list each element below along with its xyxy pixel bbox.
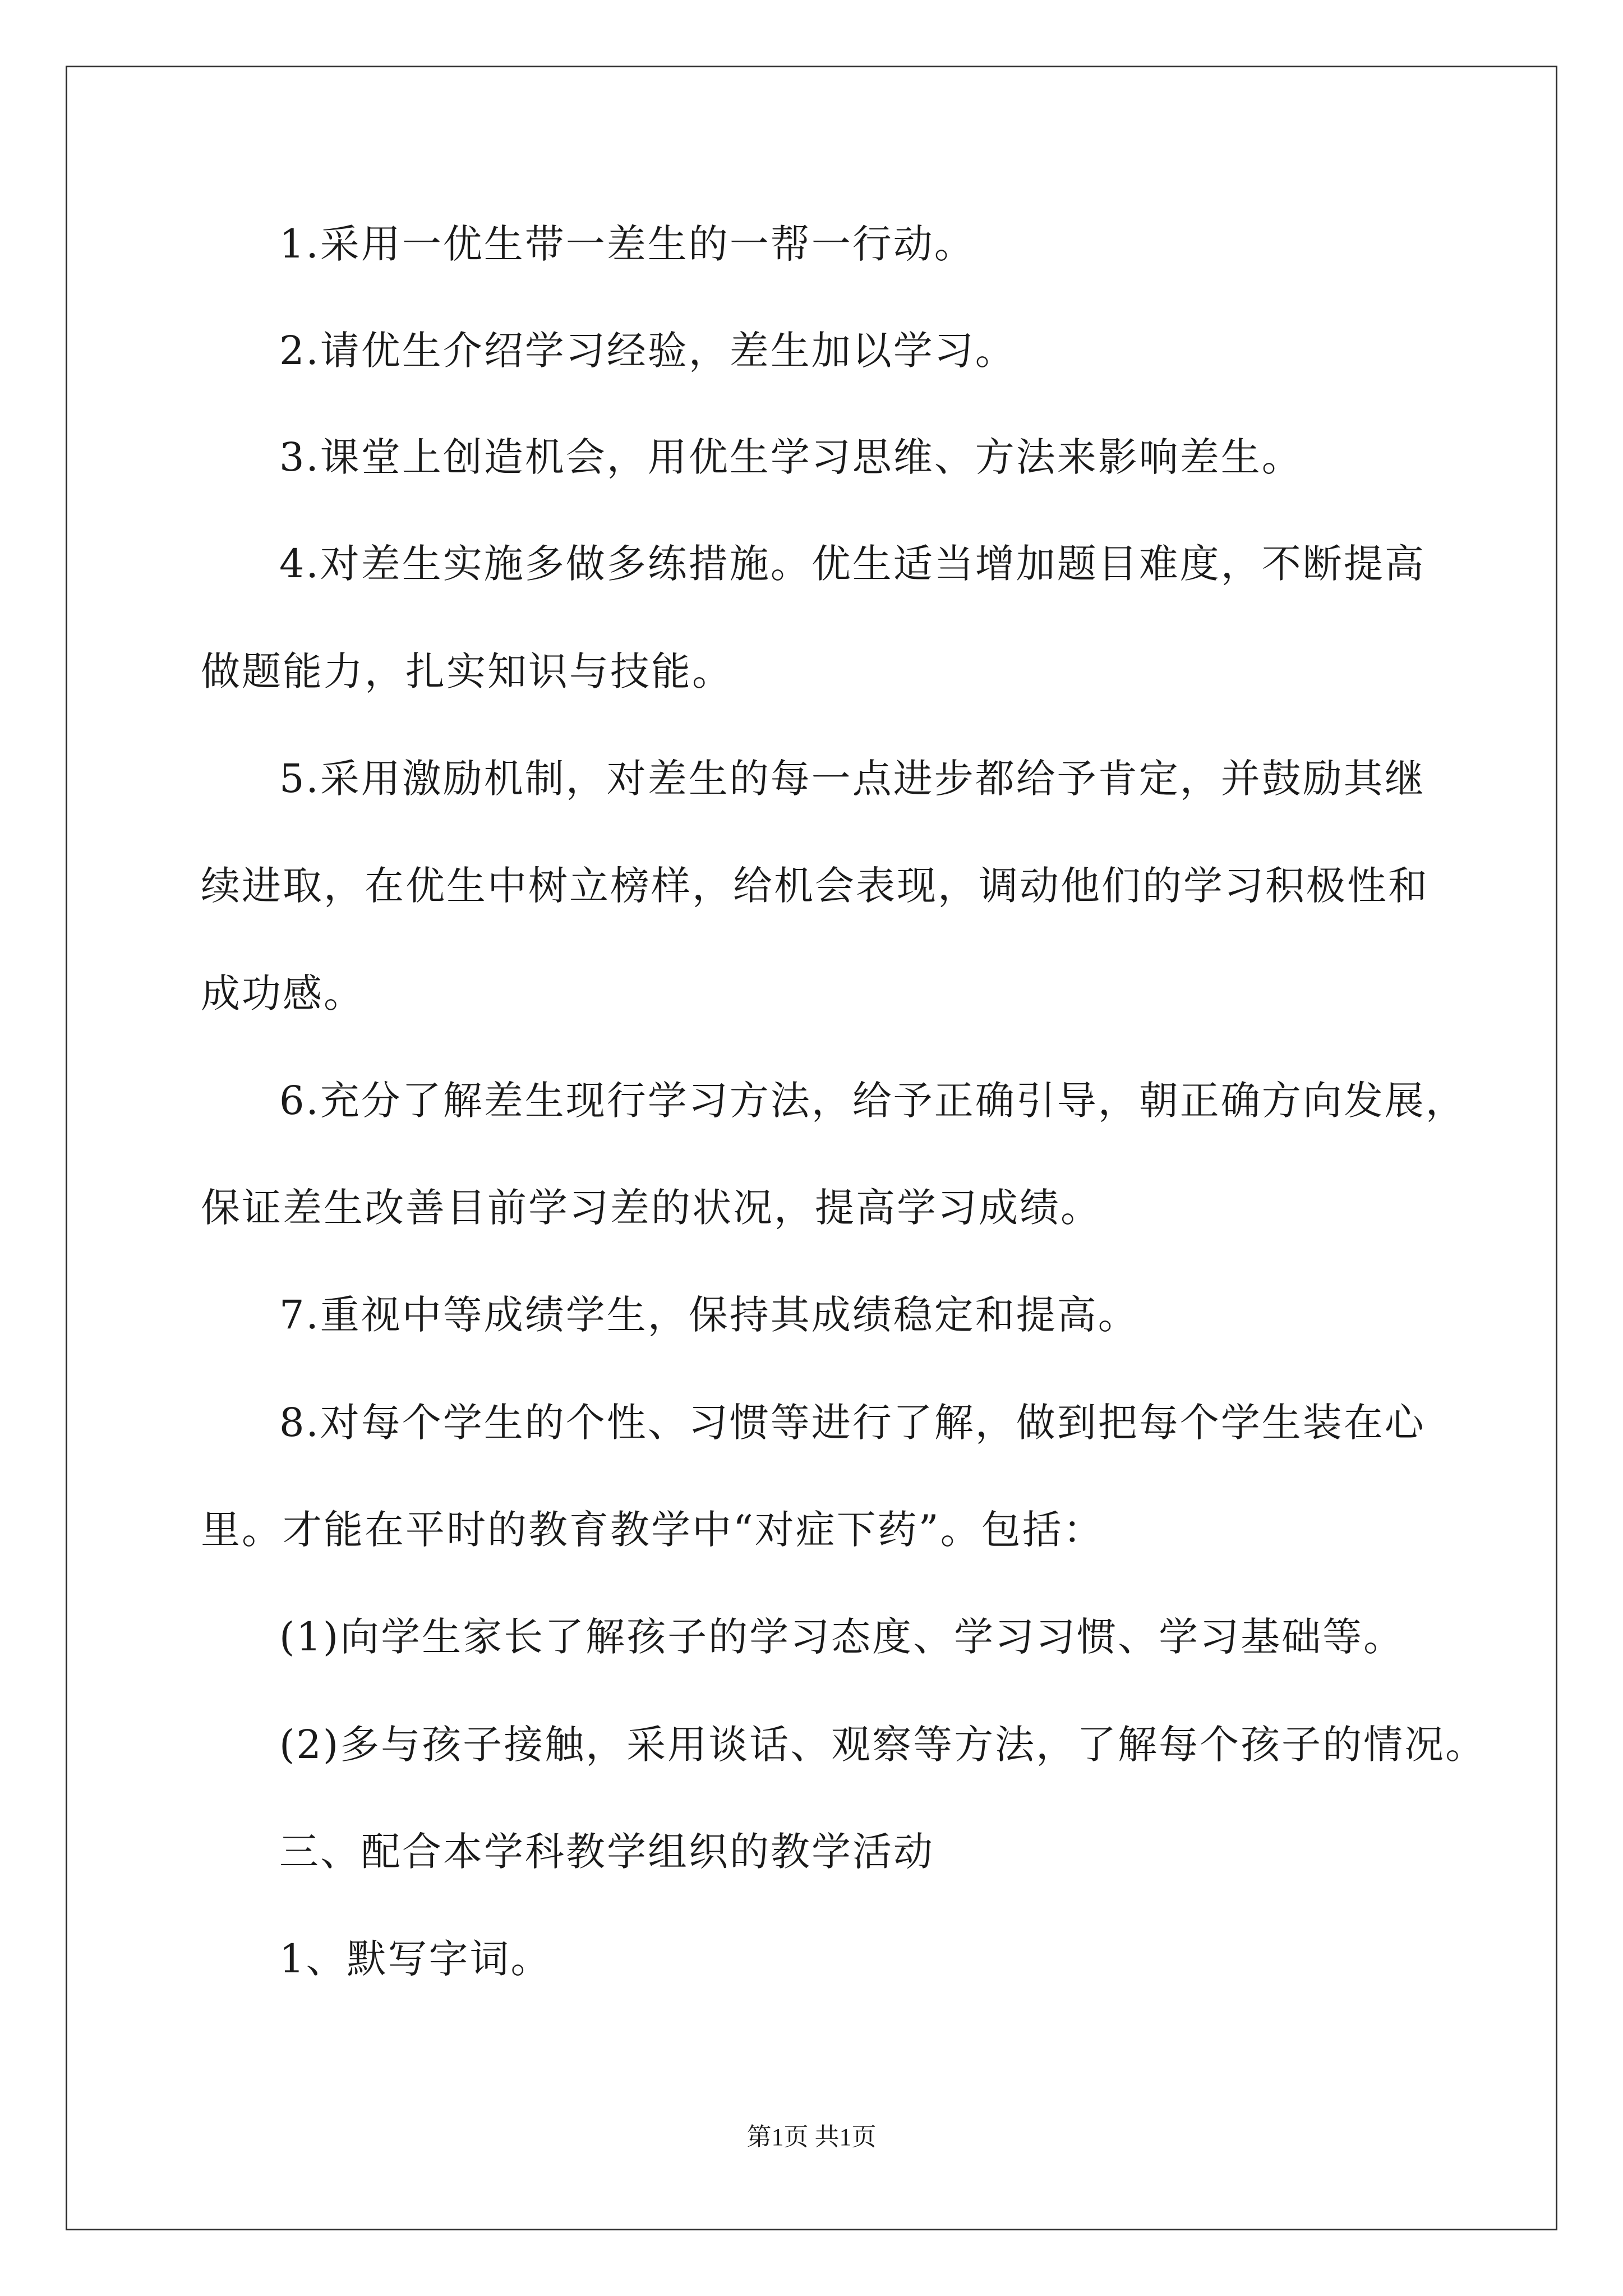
paragraph-line-15: (2)多与孩子接触，采用谈话、观察等方法，了解每个孩子的情况。 — [279, 1722, 1487, 1768]
paragraph-line-9: 6.充分了解差生现行学习方法，给予正确引导，朝正确方向发展， — [279, 1078, 1467, 1124]
paragraph-line-11: 7.重视中等成绩学生，保持其成绩稳定和提高。 — [279, 1292, 1139, 1338]
paragraph-line-8: 成功感。 — [201, 970, 365, 1016]
paragraph-line-5: 做题能力，扎实知识与技能。 — [201, 648, 733, 694]
paragraph-line-4: 4.对差生实施多做多练措施。优生适当增加题目难度，不断提高 — [279, 541, 1426, 587]
paragraph-line-17: 1、默写字词。 — [279, 1936, 552, 1982]
paragraph-line-14: (1)向学生家长了解孩子的学习态度、学习习惯、学习基础等。 — [279, 1614, 1405, 1660]
paragraph-line-7: 续进取，在优生中树立榜样，给机会表现，调动他们的学习积极性和 — [201, 863, 1429, 909]
page-frame — [66, 66, 1557, 2230]
paragraph-line-3: 3.课堂上创造机会，用优生学习思维、方法来影响差生。 — [279, 434, 1303, 480]
paragraph-line-6: 5.采用激励机制，对差生的每一点进步都给予肯定，并鼓励其继 — [279, 756, 1426, 802]
page-number-footer: 第1页 共1页 — [746, 2123, 877, 2151]
paragraph-line-10: 保证差生改善目前学习差的状况，提高学习成绩。 — [201, 1185, 1101, 1231]
section-heading: 三、配合本学科教学组织的教学活动 — [279, 1829, 934, 1875]
paragraph-line-12: 8.对每个学生的个性、习惯等进行了解，做到把每个学生装在心 — [279, 1400, 1426, 1446]
paragraph-line-13: 里。才能在平时的教育教学中“对症下药”。包括： — [201, 1507, 1104, 1553]
paragraph-line-1: 1.采用一优生带一差生的一帮一行动。 — [279, 221, 975, 267]
paragraph-line-2: 2.请优生介绍学习经验，差生加以学习。 — [279, 328, 1016, 374]
